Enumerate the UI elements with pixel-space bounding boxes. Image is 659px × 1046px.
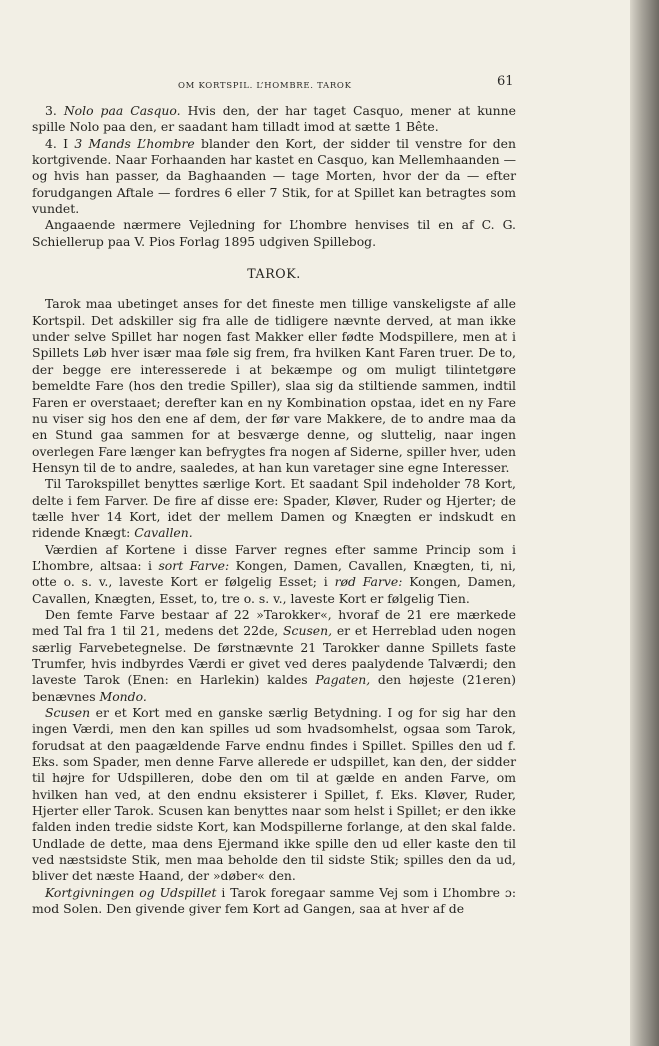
paragraph-tarokker: Den femte Farve bestaar af 22 »Tarokker«, hvoraf de 21 ere mærkede med Tal fra 1 til 21, medens det 22de, Scusen, er et Herreblad uden nogen særlig Farvebetegnelse. De førstnævnte 21 Tarokker danne Spillets faste Trumfer, hvis indbyrdes Værdi er givet ved deres paalydende Talværdi; den laveste Tarok (Enen: en Harlekin) kaldes Pagaten, den højeste (21eren) benævnes Mondo. — [32, 606, 516, 704]
running-title: OM KORTSPIL. L’HOMBRE. TAROK — [178, 81, 352, 91]
paragraph-3-mands-lhombre: 4. I 3 Mands L’hombre blander den Kort, der sidder til venstre for den kortgivende. Naar Forhaanden har kastet en Casquo, kan Mellemhaanden — og hvis han passer, da Baghaanden — tage Morten, hvor der da — efter forudgangen Aftale — fordres 6 eller 7 Stik, for at Spillet kan betragtes som vundet. — [32, 135, 516, 217]
paragraph-kortgivningen: Kortgivningen og Udspillet i Tarok foregaar samme Vej som i L’hombre ɔ: mod Solen. Den givende giver fem Kort ad Gangen, saa at hver af de — [32, 884, 516, 917]
body-text — [32, 103, 516, 918]
page-header — [0, 74, 630, 94]
paragraph-tarok-kort: Til Tarokspillet benyttes særlige Kort. Et saadant Spil indeholder 78 Kort, delte i fem Farver. De fire af disse ere: Spader, Kløver, Ruder og Hjerter; de tælle hver 14 Kort, idet der mellem Damen og Knægten er indskudt en ridende Knægt: Cavallen. — [32, 476, 516, 541]
paragraph-kort-vaerdi: Værdien af Kortene i disse Farver regnes efter samme Princip som i L’hombre, altsaa: i sort Farve: Kongen, Damen, Cavallen, Knægten, ti, ni, otte o. s. v., laveste Kort er følgelig Esset; i rød Farve: Kongen, Damen, Cavallen, Knægten, Esset, to, tre o. s. v., laveste Kort er følgelig Tien. — [32, 541, 516, 606]
page-edge — [630, 0, 659, 1046]
paragraph-scusen: Scusen er et Kort med en ganske særlig Betydning. I og for sig har den ingen Værdi, men den kan spilles ud som hvadsomhelst, ogsaa som Tarok, forudsat at den paagældende Farve endnu findes i Spillet. Spilles den ud f. Eks. som Spader, men denne Farve allerede er udspillet, kan den, der sidder til højre for Udspilleren, dobe den om til at gælde en anden Farve, om hvilken han ved, at den endnu eksisterer i Spillet, f. Eks. Kløver, Ruder, Hjerter eller Tarok. Scusen kan benyttes naar som helst i Spillet; er den ikke falden inden tredie sidste Kort, kan Modspillerne forlange, at den skal falde. Undlade de dette, maa dens Ejermand ikke spille den ud eller kaste den til ved næstsidste Stik, men maa beholde den til sidste Stik; spilles den da ud, bliver det næste Haand, der »døber« den. — [32, 705, 516, 884]
page-number: 61 — [497, 74, 514, 89]
paragraph-tarok-intro: Tarok maa ubetinget anses for det fineste men tillige vanskeligste af alle Kortspil. Det adskiller sig fra alle de tidligere nævnte derved, at man ikke under selve Spillet har nogen fast Makker eller fødte Modspillere, men at i Spillets Løb hver især maa føle sig frem, fra hvilken Kant Faren truer. De to, der begge ere interesserede i at bekæmpe og om muligt tilintetgøre bemeldte Fare (hos den tredie Spiller), slaa sig da stiltiende sammen, indtil Faren er overstaaet; derefter kan en ny Kombination opstaa, idet en ny Fare nu viser sig hos den ene af dem, der før vare Makkere, de to andre maa da en Stund gaa sammen for at besværge denne, og sluttelig, naar ingen overlegen Fare længer kan befrygtes fra nogen af Siderne, spiller hver, uden Hensyn til de to andre, saaledes, at han kun varetager sine egne Interesser. — [32, 296, 516, 475]
paragraph-nolo-paa-casquo: 3. Nolo paa Casquo. Hvis den, der har taget Casquo, mener at kunne spille Nolo paa den, er saadant ham tilladt imod at sætte 1 Bête. — [32, 103, 516, 135]
paragraph-vejledning: Angaaende nærmere Vejledning for L’hombre henvises til en af C. G. Schiellerup paa V. Pios Forlag 1895 udgiven Spillebog. — [32, 217, 516, 249]
section-heading-tarok: TAROK. — [247, 266, 301, 282]
